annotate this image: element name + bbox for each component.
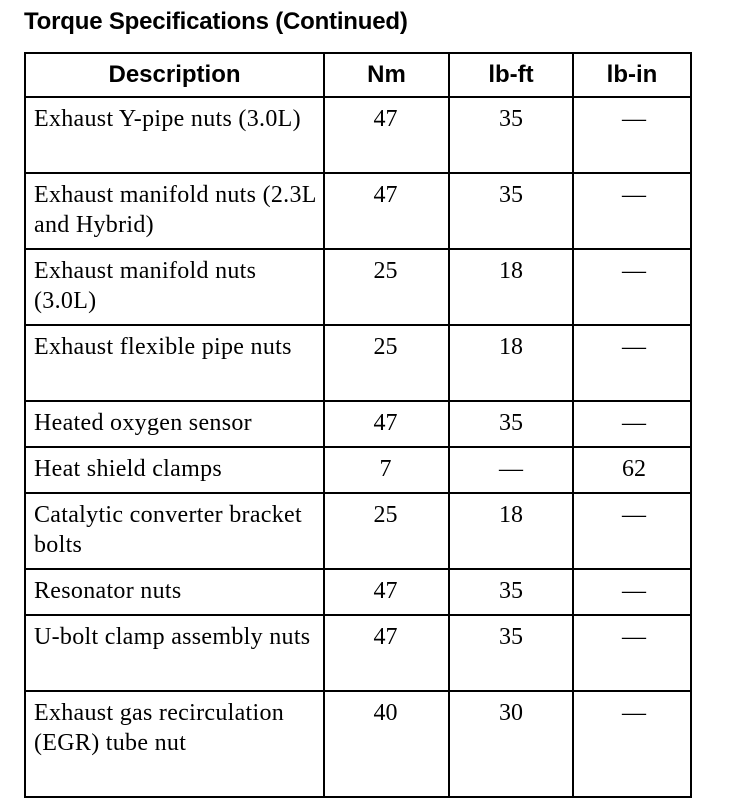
nm-cell: 25: [324, 493, 449, 569]
nm-cell: 40: [324, 691, 449, 797]
lb-ft-cell: 35: [449, 401, 573, 447]
torque-spec-table: [24, 52, 692, 798]
nm-cell: 25: [324, 325, 449, 401]
table-row: [25, 97, 691, 173]
lb-ft-cell: 35: [449, 173, 573, 249]
lb-in-cell: —: [573, 173, 691, 249]
description-cell: Exhaust manifold nuts (2.3L and Hybrid): [25, 173, 324, 249]
table-row: [25, 249, 691, 325]
table-row: [25, 325, 691, 401]
table-row: [25, 401, 691, 447]
nm-cell: 47: [324, 615, 449, 691]
nm-cell: 47: [324, 401, 449, 447]
lb-ft-cell: 35: [449, 615, 573, 691]
lb-ft-cell: 30: [449, 691, 573, 797]
lb-in-cell: —: [573, 569, 691, 615]
lb-in-cell: —: [573, 325, 691, 401]
column-header-nm: Nm: [324, 53, 449, 97]
description-cell: Heated oxygen sensor: [25, 401, 324, 447]
lb-ft-cell: 35: [449, 97, 573, 173]
description-cell: Exhaust gas recirculation (EGR) tube nut: [25, 691, 324, 797]
lb-in-cell: —: [573, 249, 691, 325]
description-cell: Exhaust Y-pipe nuts (3.0L): [25, 97, 324, 173]
lb-in-cell: —: [573, 615, 691, 691]
column-header-description: Description: [25, 53, 324, 97]
lb-in-cell: —: [573, 97, 691, 173]
description-cell: U-bolt clamp assembly nuts: [25, 615, 324, 691]
nm-cell: 47: [324, 97, 449, 173]
column-header-lb-in: lb-in: [573, 53, 691, 97]
lb-in-cell: —: [573, 493, 691, 569]
nm-cell: 7: [324, 447, 449, 493]
table-row: [25, 569, 691, 615]
nm-cell: 47: [324, 173, 449, 249]
lb-ft-cell: 18: [449, 249, 573, 325]
description-cell: Exhaust flexible pipe nuts: [25, 325, 324, 401]
table-row: [25, 447, 691, 493]
nm-cell: 25: [324, 249, 449, 325]
lb-ft-cell: —: [449, 447, 573, 493]
lb-in-cell: —: [573, 691, 691, 797]
description-cell: Catalytic converter bracket bolts: [25, 493, 324, 569]
description-cell: Resonator nuts: [25, 569, 324, 615]
table-row: [25, 615, 691, 691]
lb-in-cell: 62: [573, 447, 691, 493]
nm-cell: 47: [324, 569, 449, 615]
table-row: [25, 173, 691, 249]
table-row: [25, 493, 691, 569]
page-title: Torque Specifications (Continued): [24, 8, 408, 35]
lb-ft-cell: 35: [449, 569, 573, 615]
description-cell: Heat shield clamps: [25, 447, 324, 493]
lb-ft-cell: 18: [449, 493, 573, 569]
description-cell: Exhaust manifold nuts (3.0L): [25, 249, 324, 325]
table-header-row: [25, 53, 691, 97]
column-header-lb-ft: lb-ft: [449, 53, 573, 97]
lb-in-cell: —: [573, 401, 691, 447]
table-row: [25, 691, 691, 797]
lb-ft-cell: 18: [449, 325, 573, 401]
